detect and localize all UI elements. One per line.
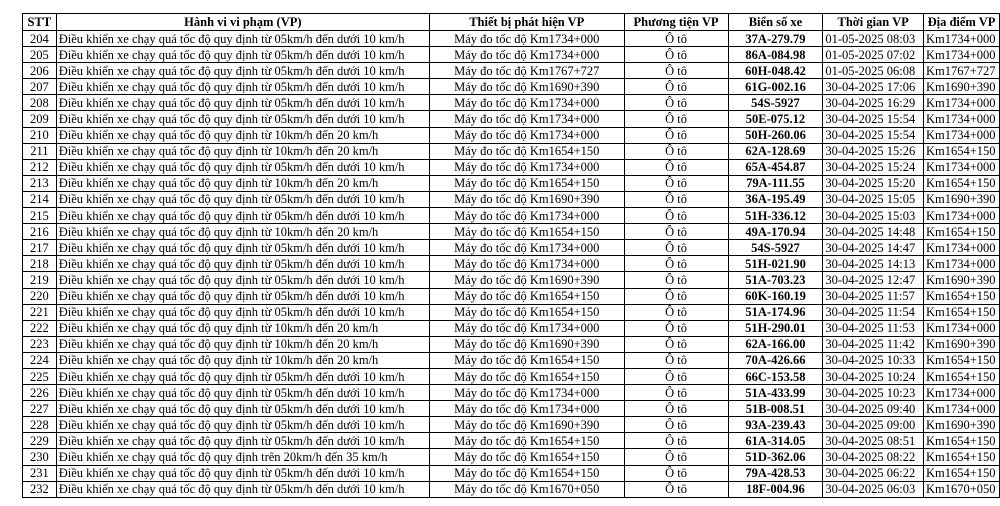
cell-location: Km1734+000 xyxy=(923,401,999,417)
cell-device: Máy đo tốc độ Km1654+150 xyxy=(429,288,624,304)
cell-device: Máy đo tốc độ Km1734+000 xyxy=(429,31,624,47)
cell-device: Máy đo tốc độ Km1654+150 xyxy=(429,304,624,320)
cell-violation: Điều khiển xe chạy quá tốc độ quy định từ 05km/h đến dưới 10 km/h xyxy=(56,95,429,111)
cell-time: 30-04-2025 09:00 xyxy=(823,417,924,433)
table-row xyxy=(23,336,1000,352)
cell-time: 30-04-2025 14:47 xyxy=(823,240,924,256)
cell-stt: 221 xyxy=(23,304,57,320)
cell-stt: 218 xyxy=(23,256,57,272)
table-row xyxy=(23,465,1000,481)
table-row xyxy=(23,191,1000,207)
cell-location: Km1734+000 xyxy=(923,320,999,336)
cell-time: 30-04-2025 15:24 xyxy=(823,159,924,175)
cell-time: 30-04-2025 14:48 xyxy=(823,224,924,240)
cell-stt: 210 xyxy=(23,127,57,143)
cell-stt: 206 xyxy=(23,63,57,79)
table-row xyxy=(23,401,1000,417)
cell-stt: 225 xyxy=(23,368,57,384)
header-plate: Biển số xe xyxy=(728,14,823,31)
cell-device: Máy đo tốc độ Km1690+390 xyxy=(429,417,624,433)
cell-vehicle: Ô tô xyxy=(624,224,728,240)
cell-violation: Điều khiển xe chạy quá tốc độ quy định từ 05km/h đến dưới 10 km/h xyxy=(56,385,429,401)
table-row xyxy=(23,224,1000,240)
cell-vehicle: Ô tô xyxy=(624,433,728,449)
cell-time: 30-04-2025 08:51 xyxy=(823,433,924,449)
cell-time: 30-04-2025 14:13 xyxy=(823,256,924,272)
cell-location: Km1734+000 xyxy=(923,240,999,256)
cell-stt: 226 xyxy=(23,385,57,401)
cell-stt: 232 xyxy=(23,481,57,497)
cell-stt: 222 xyxy=(23,320,57,336)
cell-stt: 230 xyxy=(23,449,57,465)
cell-time: 30-04-2025 15:05 xyxy=(823,191,924,207)
cell-stt: 204 xyxy=(23,31,57,47)
cell-plate: 60K-160.19 xyxy=(728,288,823,304)
cell-plate: 54S-5927 xyxy=(728,240,823,256)
cell-location: Km1767+727 xyxy=(923,63,999,79)
cell-location: Km1690+390 xyxy=(923,272,999,288)
cell-location: Km1734+000 xyxy=(923,208,999,224)
cell-device: Máy đo tốc độ Km1690+390 xyxy=(429,79,624,95)
cell-violation: Điều khiển xe chạy quá tốc độ quy định từ 10km/h đến 20 km/h xyxy=(56,175,429,191)
cell-device: Máy đo tốc độ Km1654+150 xyxy=(429,224,624,240)
cell-plate: 61A-314.05 xyxy=(728,433,823,449)
cell-location: Km1654+150 xyxy=(923,449,999,465)
cell-device: Máy đo tốc độ Km1734+000 xyxy=(429,127,624,143)
cell-stt: 228 xyxy=(23,417,57,433)
cell-time: 30-04-2025 06:03 xyxy=(823,481,924,497)
cell-location: Km1654+150 xyxy=(923,433,999,449)
cell-vehicle: Ô tô xyxy=(624,240,728,256)
cell-time: 30-04-2025 11:42 xyxy=(823,336,924,352)
cell-violation: Điều khiển xe chạy quá tốc độ quy định từ 05km/h đến dưới 10 km/h xyxy=(56,208,429,224)
cell-violation: Điều khiển xe chạy quá tốc độ quy định từ 05km/h đến dưới 10 km/h xyxy=(56,304,429,320)
header-vehicle: Phương tiện VP xyxy=(624,14,728,31)
cell-device: Máy đo tốc độ Km1734+000 xyxy=(429,111,624,127)
cell-device: Máy đo tốc độ Km1690+390 xyxy=(429,336,624,352)
table-row xyxy=(23,288,1000,304)
header-device: Thiết bị phát hiện VP xyxy=(429,14,624,31)
table-row xyxy=(23,352,1000,368)
table-row xyxy=(23,449,1000,465)
cell-violation: Điều khiển xe chạy quá tốc độ quy định từ 05km/h đến dưới 10 km/h xyxy=(56,272,429,288)
cell-violation: Điều khiển xe chạy quá tốc độ quy định từ 05km/h đến dưới 10 km/h xyxy=(56,433,429,449)
cell-vehicle: Ô tô xyxy=(624,465,728,481)
cell-violation: Điều khiển xe chạy quá tốc độ quy định từ 05km/h đến dưới 10 km/h xyxy=(56,240,429,256)
cell-stt: 212 xyxy=(23,159,57,175)
cell-plate: 50H-260.06 xyxy=(728,127,823,143)
cell-stt: 213 xyxy=(23,175,57,191)
cell-vehicle: Ô tô xyxy=(624,143,728,159)
cell-plate: 51A-433.99 xyxy=(728,385,823,401)
cell-device: Máy đo tốc độ Km1670+050 xyxy=(429,481,624,497)
cell-device: Máy đo tốc độ Km1654+150 xyxy=(429,465,624,481)
cell-device: Máy đo tốc độ Km1654+150 xyxy=(429,368,624,384)
cell-plate: 51A-174.96 xyxy=(728,304,823,320)
cell-location: Km1690+390 xyxy=(923,336,999,352)
cell-vehicle: Ô tô xyxy=(624,31,728,47)
cell-stt: 209 xyxy=(23,111,57,127)
cell-violation: Điều khiển xe chạy quá tốc độ quy định từ 05km/h đến dưới 10 km/h xyxy=(56,256,429,272)
cell-time: 01-05-2025 06:08 xyxy=(823,63,924,79)
cell-device: Máy đo tốc độ Km1734+000 xyxy=(429,320,624,336)
cell-violation: Điều khiển xe chạy quá tốc độ quy định từ 05km/h đến dưới 10 km/h xyxy=(56,79,429,95)
cell-plate: 51A-703.23 xyxy=(728,272,823,288)
cell-device: Máy đo tốc độ Km1734+000 xyxy=(429,95,624,111)
cell-location: Km1734+000 xyxy=(923,159,999,175)
cell-vehicle: Ô tô xyxy=(624,320,728,336)
cell-time: 30-04-2025 12:47 xyxy=(823,272,924,288)
cell-plate: 37A-279.79 xyxy=(728,31,823,47)
cell-location: Km1734+000 xyxy=(923,127,999,143)
cell-vehicle: Ô tô xyxy=(624,401,728,417)
violation-table-container xyxy=(22,13,1000,498)
table-body xyxy=(23,31,1000,498)
cell-time: 30-04-2025 16:29 xyxy=(823,95,924,111)
table-row xyxy=(23,240,1000,256)
cell-location: Km1654+150 xyxy=(923,143,999,159)
cell-plate: 18F-004.96 xyxy=(728,481,823,497)
cell-location: Km1654+150 xyxy=(923,352,999,368)
cell-device: Máy đo tốc độ Km1734+000 xyxy=(429,385,624,401)
cell-time: 01-05-2025 07:02 xyxy=(823,47,924,63)
cell-device: Máy đo tốc độ Km1654+150 xyxy=(429,175,624,191)
cell-time: 30-04-2025 15:20 xyxy=(823,175,924,191)
cell-vehicle: Ô tô xyxy=(624,208,728,224)
cell-device: Máy đo tốc độ Km1734+000 xyxy=(429,208,624,224)
cell-location: Km1654+150 xyxy=(923,465,999,481)
table-row xyxy=(23,175,1000,191)
cell-violation: Điều khiển xe chạy quá tốc độ quy định từ 05km/h đến dưới 10 km/h xyxy=(56,47,429,63)
table-row xyxy=(23,320,1000,336)
cell-plate: 65A-454.87 xyxy=(728,159,823,175)
cell-violation: Điều khiển xe chạy quá tốc độ quy định trên 20km/h đến 35 km/h xyxy=(56,449,429,465)
cell-vehicle: Ô tô xyxy=(624,481,728,497)
cell-time: 30-04-2025 10:24 xyxy=(823,368,924,384)
cell-stt: 216 xyxy=(23,224,57,240)
cell-time: 30-04-2025 15:03 xyxy=(823,208,924,224)
cell-plate: 51D-362.06 xyxy=(728,449,823,465)
cell-device: Máy đo tốc độ Km1654+150 xyxy=(429,143,624,159)
cell-location: Km1654+150 xyxy=(923,288,999,304)
cell-stt: 219 xyxy=(23,272,57,288)
cell-time: 30-04-2025 15:54 xyxy=(823,111,924,127)
cell-vehicle: Ô tô xyxy=(624,368,728,384)
cell-violation: Điều khiển xe chạy quá tốc độ quy định từ 10km/h đến 20 km/h xyxy=(56,352,429,368)
cell-vehicle: Ô tô xyxy=(624,385,728,401)
cell-device: Máy đo tốc độ Km1654+150 xyxy=(429,433,624,449)
cell-violation: Điều khiển xe chạy quá tốc độ quy định từ 10km/h đến 20 km/h xyxy=(56,336,429,352)
table-row xyxy=(23,47,1000,63)
cell-violation: Điều khiển xe chạy quá tốc độ quy định từ 05km/h đến dưới 10 km/h xyxy=(56,288,429,304)
cell-stt: 229 xyxy=(23,433,57,449)
cell-vehicle: Ô tô xyxy=(624,191,728,207)
cell-location: Km1734+000 xyxy=(923,111,999,127)
cell-plate: 62A-128.69 xyxy=(728,143,823,159)
cell-location: Km1734+000 xyxy=(923,47,999,63)
table-row xyxy=(23,417,1000,433)
cell-vehicle: Ô tô xyxy=(624,111,728,127)
cell-plate: 62A-166.00 xyxy=(728,336,823,352)
header-location: Địa điểm VP xyxy=(923,14,999,31)
cell-stt: 217 xyxy=(23,240,57,256)
cell-stt: 214 xyxy=(23,191,57,207)
cell-location: Km1690+390 xyxy=(923,417,999,433)
cell-vehicle: Ô tô xyxy=(624,256,728,272)
cell-plate: 86A-084.98 xyxy=(728,47,823,63)
cell-device: Máy đo tốc độ Km1654+150 xyxy=(429,449,624,465)
cell-vehicle: Ô tô xyxy=(624,63,728,79)
cell-plate: 54S-5927 xyxy=(728,95,823,111)
cell-plate: 51H-021.90 xyxy=(728,256,823,272)
cell-stt: 211 xyxy=(23,143,57,159)
cell-vehicle: Ô tô xyxy=(624,47,728,63)
header-row xyxy=(23,14,1000,31)
table-row xyxy=(23,208,1000,224)
cell-violation: Điều khiển xe chạy quá tốc độ quy định từ 10km/h đến 20 km/h xyxy=(56,127,429,143)
cell-plate: 70A-426.66 xyxy=(728,352,823,368)
cell-vehicle: Ô tô xyxy=(624,352,728,368)
cell-time: 30-04-2025 11:57 xyxy=(823,288,924,304)
cell-stt: 224 xyxy=(23,352,57,368)
cell-device: Máy đo tốc độ Km1690+390 xyxy=(429,191,624,207)
cell-plate: 51H-290.01 xyxy=(728,320,823,336)
cell-time: 01-05-2025 08:03 xyxy=(823,31,924,47)
cell-vehicle: Ô tô xyxy=(624,159,728,175)
cell-plate: 79A-428.53 xyxy=(728,465,823,481)
cell-device: Máy đo tốc độ Km1734+000 xyxy=(429,47,624,63)
table-row xyxy=(23,272,1000,288)
cell-violation: Điều khiển xe chạy quá tốc độ quy định từ 05km/h đến dưới 10 km/h xyxy=(56,417,429,433)
cell-violation: Điều khiển xe chạy quá tốc độ quy định từ 10km/h đến 20 km/h xyxy=(56,320,429,336)
cell-stt: 207 xyxy=(23,79,57,95)
table-row xyxy=(23,368,1000,384)
cell-stt: 205 xyxy=(23,47,57,63)
cell-plate: 51H-336.12 xyxy=(728,208,823,224)
table-row xyxy=(23,79,1000,95)
cell-device: Máy đo tốc độ Km1767+727 xyxy=(429,63,624,79)
cell-stt: 223 xyxy=(23,336,57,352)
cell-plate: 50E-075.12 xyxy=(728,111,823,127)
cell-time: 30-04-2025 11:54 xyxy=(823,304,924,320)
cell-violation: Điều khiển xe chạy quá tốc độ quy định từ 05km/h đến dưới 10 km/h xyxy=(56,111,429,127)
cell-vehicle: Ô tô xyxy=(624,272,728,288)
cell-location: Km1670+050 xyxy=(923,481,999,497)
cell-stt: 208 xyxy=(23,95,57,111)
cell-vehicle: Ô tô xyxy=(624,449,728,465)
cell-violation: Điều khiển xe chạy quá tốc độ quy định từ 10km/h đến 20 km/h xyxy=(56,143,429,159)
table-row xyxy=(23,111,1000,127)
cell-location: Km1654+150 xyxy=(923,304,999,320)
violation-table xyxy=(22,13,1000,498)
cell-vehicle: Ô tô xyxy=(624,304,728,320)
table-row xyxy=(23,433,1000,449)
cell-location: Km1734+000 xyxy=(923,385,999,401)
cell-device: Máy đo tốc độ Km1734+000 xyxy=(429,159,624,175)
table-row xyxy=(23,385,1000,401)
cell-location: Km1654+150 xyxy=(923,175,999,191)
cell-time: 30-04-2025 08:22 xyxy=(823,449,924,465)
cell-violation: Điều khiển xe chạy quá tốc độ quy định từ 05km/h đến dưới 10 km/h xyxy=(56,481,429,497)
header-violation: Hành vi vi phạm (VP) xyxy=(56,14,429,31)
cell-stt: 215 xyxy=(23,208,57,224)
cell-violation: Điều khiển xe chạy quá tốc độ quy định từ 05km/h đến dưới 10 km/h xyxy=(56,368,429,384)
header-stt: STT xyxy=(23,14,57,31)
table-row xyxy=(23,143,1000,159)
cell-location: Km1734+000 xyxy=(923,256,999,272)
table-row xyxy=(23,256,1000,272)
cell-plate: 79A-111.55 xyxy=(728,175,823,191)
table-row xyxy=(23,304,1000,320)
cell-time: 30-04-2025 11:53 xyxy=(823,320,924,336)
cell-violation: Điều khiển xe chạy quá tốc độ quy định từ 05km/h đến dưới 10 km/h xyxy=(56,159,429,175)
cell-location: Km1654+150 xyxy=(923,224,999,240)
cell-device: Máy đo tốc độ Km1654+150 xyxy=(429,352,624,368)
table-row xyxy=(23,127,1000,143)
cell-plate: 36A-195.49 xyxy=(728,191,823,207)
cell-vehicle: Ô tô xyxy=(624,95,728,111)
header-time: Thời gian VP xyxy=(823,14,924,31)
cell-stt: 227 xyxy=(23,401,57,417)
table-row xyxy=(23,31,1000,47)
table-row xyxy=(23,95,1000,111)
cell-vehicle: Ô tô xyxy=(624,175,728,191)
cell-violation: Điều khiển xe chạy quá tốc độ quy định từ 05km/h đến dưới 10 km/h xyxy=(56,191,429,207)
cell-device: Máy đo tốc độ Km1734+000 xyxy=(429,240,624,256)
cell-location: Km1690+390 xyxy=(923,79,999,95)
cell-plate: 66C-153.58 xyxy=(728,368,823,384)
cell-time: 30-04-2025 10:33 xyxy=(823,352,924,368)
table-row xyxy=(23,481,1000,497)
cell-location: Km1654+150 xyxy=(923,368,999,384)
cell-violation: Điều khiển xe chạy quá tốc độ quy định từ 10km/h đến 20 km/h xyxy=(56,224,429,240)
cell-plate: 51B-008.51 xyxy=(728,401,823,417)
cell-time: 30-04-2025 09:40 xyxy=(823,401,924,417)
table-row xyxy=(23,63,1000,79)
cell-violation: Điều khiển xe chạy quá tốc độ quy định từ 05km/h đến dưới 10 km/h xyxy=(56,31,429,47)
cell-vehicle: Ô tô xyxy=(624,288,728,304)
cell-time: 30-04-2025 10:23 xyxy=(823,385,924,401)
cell-plate: 60H-048.42 xyxy=(728,63,823,79)
cell-location: Km1734+000 xyxy=(923,95,999,111)
cell-vehicle: Ô tô xyxy=(624,79,728,95)
cell-plate: 49A-170.94 xyxy=(728,224,823,240)
cell-device: Máy đo tốc độ Km1690+390 xyxy=(429,272,624,288)
cell-plate: 93A-239.43 xyxy=(728,417,823,433)
cell-vehicle: Ô tô xyxy=(624,417,728,433)
table-row xyxy=(23,159,1000,175)
cell-stt: 231 xyxy=(23,465,57,481)
cell-time: 30-04-2025 15:26 xyxy=(823,143,924,159)
cell-plate: 61G-002.16 xyxy=(728,79,823,95)
cell-location: Km1734+000 xyxy=(923,31,999,47)
cell-stt: 220 xyxy=(23,288,57,304)
cell-vehicle: Ô tô xyxy=(624,127,728,143)
cell-device: Máy đo tốc độ Km1734+000 xyxy=(429,256,624,272)
cell-vehicle: Ô tô xyxy=(624,336,728,352)
cell-time: 30-04-2025 06:22 xyxy=(823,465,924,481)
cell-device: Máy đo tốc độ Km1734+000 xyxy=(429,401,624,417)
cell-time: 30-04-2025 15:54 xyxy=(823,127,924,143)
cell-violation: Điều khiển xe chạy quá tốc độ quy định từ 05km/h đến dưới 10 km/h xyxy=(56,465,429,481)
cell-time: 30-04-2025 17:06 xyxy=(823,79,924,95)
cell-violation: Điều khiển xe chạy quá tốc độ quy định từ 05km/h đến dưới 10 km/h xyxy=(56,401,429,417)
cell-violation: Điều khiển xe chạy quá tốc độ quy định từ 05km/h đến dưới 10 km/h xyxy=(56,63,429,79)
cell-location: Km1690+390 xyxy=(923,191,999,207)
